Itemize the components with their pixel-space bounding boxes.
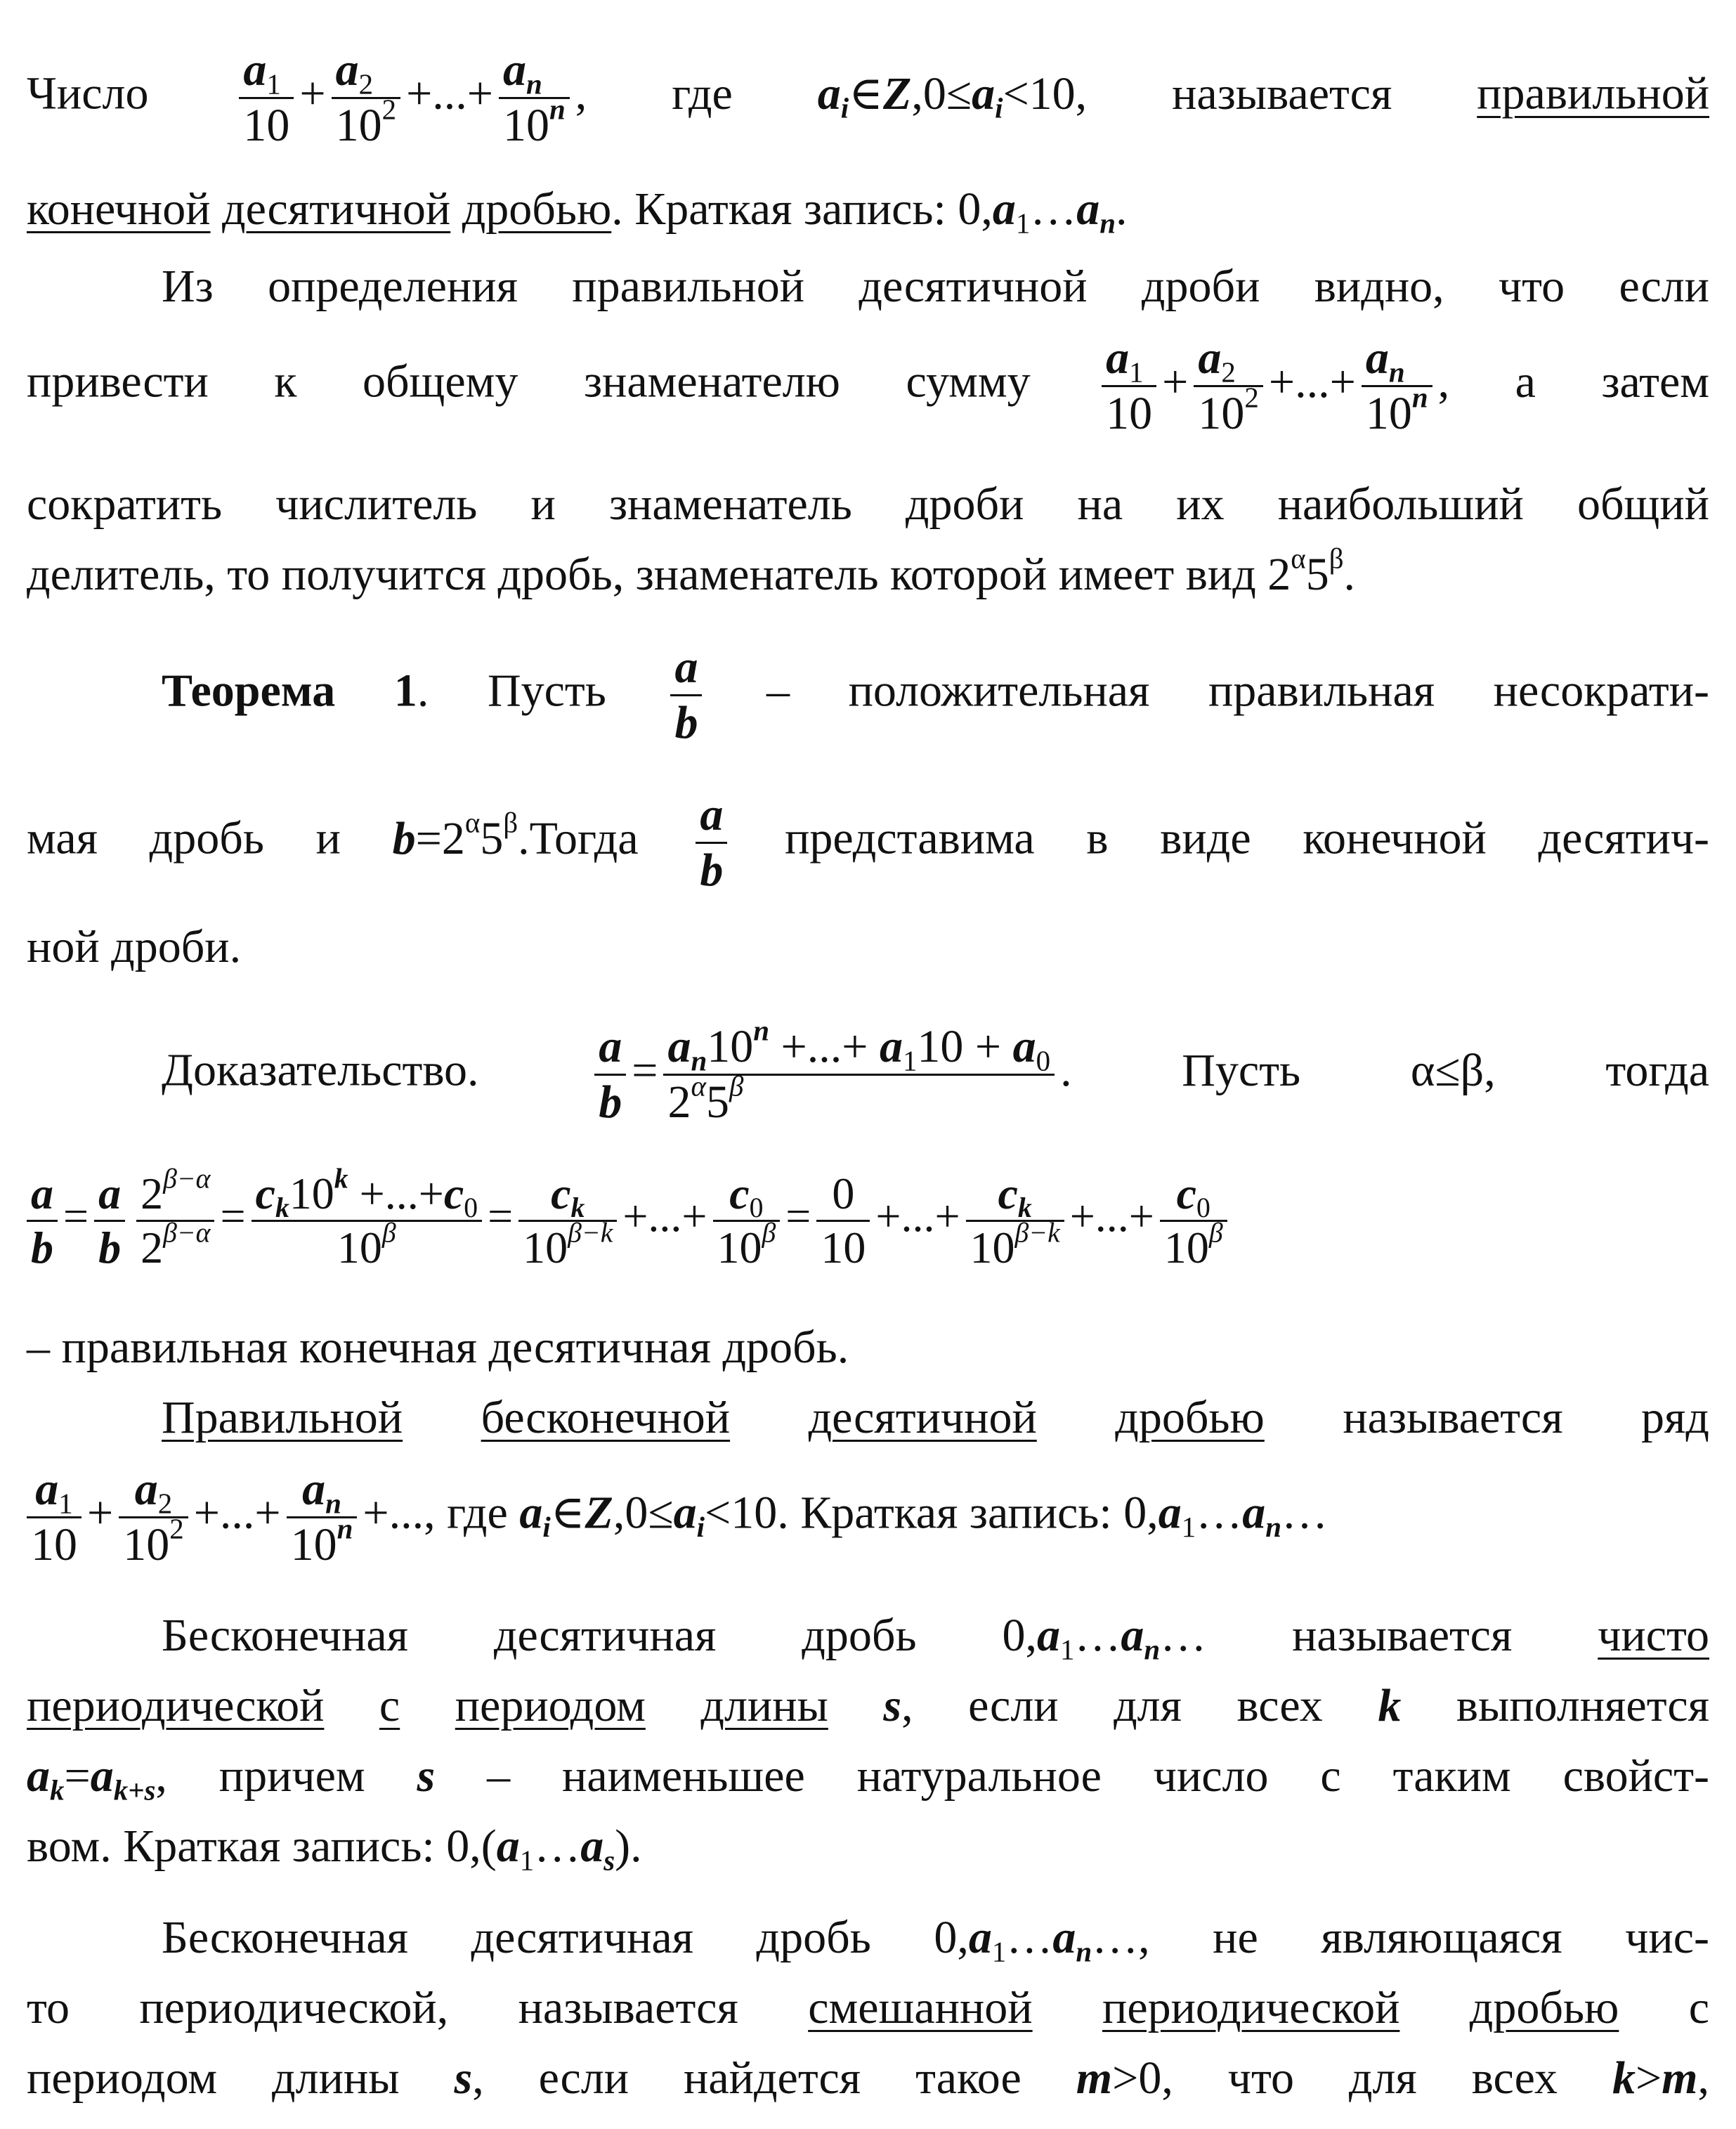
term-pravilnoy: Правильной	[162, 1392, 403, 1443]
fraction-a1-over-10: $\frac{a_1}{10}$	[239, 44, 294, 152]
p5-line-1: Бесконечная десятичная дробь $0,a_1\dots a_n\dots$, не являющаяся чис-	[162, 1912, 1709, 1968]
proof-line-1: Доказательство. $\frac{a}{b}$ = $\frac{a_n10^n +...+ a_110 + a_0}{2^\alpha 5^\beta}$ . Пусть α≤β, тогда	[162, 1015, 1709, 1128]
term-periodicheskoy: периодической	[27, 1680, 325, 1731]
theorem-line-3: ной дроби.	[27, 921, 242, 972]
fraction-ck-term: $\frac{c_k}{10^{\beta-k}}$	[966, 1168, 1064, 1273]
proof-line-3: – правильная конечная десятичная дробь.	[27, 1322, 849, 1373]
proof-line-2: $\frac{a}{b}$ = $\frac{a}{b}$ $\frac{2^{\beta-\alpha}}{2^{\beta-\alpha}}$ = $\frac{c_k10^k +...+c_0}{10^\beta}$ = $\frac{c_k}{10^{\beta-k}}$ +...+ $\frac{c_0}{10^\beta}$ = $\frac{0}{10}$ +...+ $\frac{c_k}{10^{\beta-k}}$ +...+ $\frac{c_0}{10^\beta}$	[27, 1168, 1709, 1273]
p1-line-2: конечной десятичной дробью. Краткая запись: $0,a_1\dots a_n$.	[27, 183, 1128, 240]
fraction-expansion-over-2a5b: $\frac{a_n10^n +...+ a_110 + a_0}{2^\alpha 5^\beta}$	[663, 1020, 1055, 1129]
term-smeshannoy: смешанной	[808, 1982, 1033, 2033]
fraction-a-over-b: $\frac{a}{b}$	[670, 641, 702, 750]
fraction-c0-term: $\frac{c_0}{10^\beta}$	[713, 1168, 781, 1273]
fraction-c0-term: $\frac{c_0}{10^\beta}$	[1160, 1168, 1227, 1273]
text: Число	[27, 67, 149, 119]
term-dliny: длины	[700, 1680, 828, 1731]
fraction-a1-over-10: $\frac{a_1}{10}$	[1102, 332, 1156, 441]
term-drobyu: дробью	[1115, 1392, 1265, 1443]
theorem-line-1: Теорема 1. Пусть $\frac{a}{b}$ – положительная правильная несократи-	[162, 642, 1710, 748]
p4-line-4: вом. Краткая запись: $0,(a_1\dots a_s)$.	[27, 1821, 642, 1877]
p4-line-1: Бесконечная десятичная дробь $0,a_1\dots a_n\dots$ называется чисто	[162, 1610, 1709, 1666]
term-drobyu: дробью	[462, 183, 612, 235]
term-periodicheskoy: периодической	[1102, 1982, 1400, 2033]
p4-line-3: $a_k=a_{k+s}$, причем s – наименьшее натуральное число с таким свойст-	[27, 1750, 1710, 1806]
fraction-a-over-b: $\frac{a}{b}$	[27, 1168, 58, 1273]
fraction-a1-over-10: $\frac{a_1}{10}$	[27, 1463, 81, 1572]
term-desyatichnoy: десятичной	[808, 1392, 1037, 1443]
term-chisto: чисто	[1598, 1610, 1709, 1661]
p2-line-3: сократить числитель и знаменатель дроби на их наибольший общий	[27, 478, 1709, 530]
p5-line-2: то периодической, называется смешанной периодической дробью с	[27, 1982, 1710, 2033]
p4-line-2: периодической с периодом длины s, если для всех k выполняется	[27, 1680, 1709, 1731]
p5-line-3: периодом длины s, если найдется такое m>0, что для всех k>m,	[27, 2052, 1710, 2104]
term-pravilnoy: правильной	[1477, 67, 1710, 119]
fraction-a2-over-10-2: $\frac{a_2}{10^2}$	[332, 44, 400, 152]
fraction-zero-over-10: $\frac{0}{10}$	[816, 1168, 870, 1273]
theorem-line-2: мая дробь и $b=2^\alpha 5^\beta.Тогда$ $\frac{a}{b}$ представима в виде конечной десятич-	[27, 789, 1710, 896]
p2-line-2: привести к общему знаменателю сумму $\frac{a_1}{10}$ + $\frac{a_2}{10^2}$ +...+ $\frac{a_n}{10^n}$ , а затем	[27, 332, 1710, 439]
term-s: с	[379, 1680, 400, 1731]
p3-line-2: $\frac{a_1}{10}$ + $\frac{a_2}{10^2}$ +...+ $\frac{a_n}{10^n}$ +..., где $a_i\in Z,0\le a_i<10$. Краткая запись: $0,a_1\dots a_n\dots$	[27, 1463, 1709, 1572]
fraction-an-over-10-n: $\frac{a_n}{10^n}$	[287, 1463, 358, 1572]
theorem-label: Теорема 1	[162, 665, 417, 717]
term-drobyu: дробью	[1469, 1982, 1619, 2033]
term-periodom: периодом	[455, 1680, 646, 1731]
fraction-power-ratio: $\frac{2^{\beta-\alpha}}{2^{\beta-\alpha}}$	[136, 1168, 214, 1273]
term-desyatichnoy: десятичной	[222, 183, 451, 235]
fraction-a-over-b: $\frac{a}{b}$	[94, 1168, 125, 1273]
term-beskonechnoy: бесконечной	[481, 1392, 731, 1443]
p2-line-4: делитель, то получится дробь, знаменатель которой имеет вид $2^\alpha 5^\beta$.	[27, 542, 1356, 600]
p2-line-1: Из определения правильной десятичной дроби видно, что если	[162, 261, 1709, 312]
term-konechnoy: конечной	[27, 183, 211, 235]
fraction-a-over-b: $\frac{a}{b}$	[696, 788, 727, 897]
fraction-ck-expansion: $\frac{c_k10^k +...+c_0}{10^\beta}$	[252, 1168, 483, 1273]
p3-line-1: Правильной бесконечной десятичной дробью называется ряд	[162, 1392, 1709, 1443]
fraction-ck-term: $\frac{c_k}{10^{\beta-k}}$	[518, 1168, 617, 1273]
proof-label: Доказательство.	[162, 1044, 479, 1096]
fraction-an-over-10-n: $\frac{a_n}{10^n}$	[499, 44, 570, 152]
fraction-an-over-10-n: $\frac{a_n}{10^n}$	[1362, 332, 1432, 441]
fraction-a-over-b: $\frac{a}{b}$	[594, 1020, 626, 1129]
fraction-a2-over-10-2: $\frac{a_2}{10^2}$	[119, 1463, 188, 1572]
fraction-a2-over-10-2: $\frac{a_2}{10^2}$	[1194, 332, 1262, 441]
p1-line-1: Число $\frac{a_1}{10}$ + $\frac{a_2}{10^2}$ +...+ $\frac{a_n}{10^n}$ , где $a_i\in Z,0\le a_i<10$, называется правильной	[27, 44, 1710, 151]
